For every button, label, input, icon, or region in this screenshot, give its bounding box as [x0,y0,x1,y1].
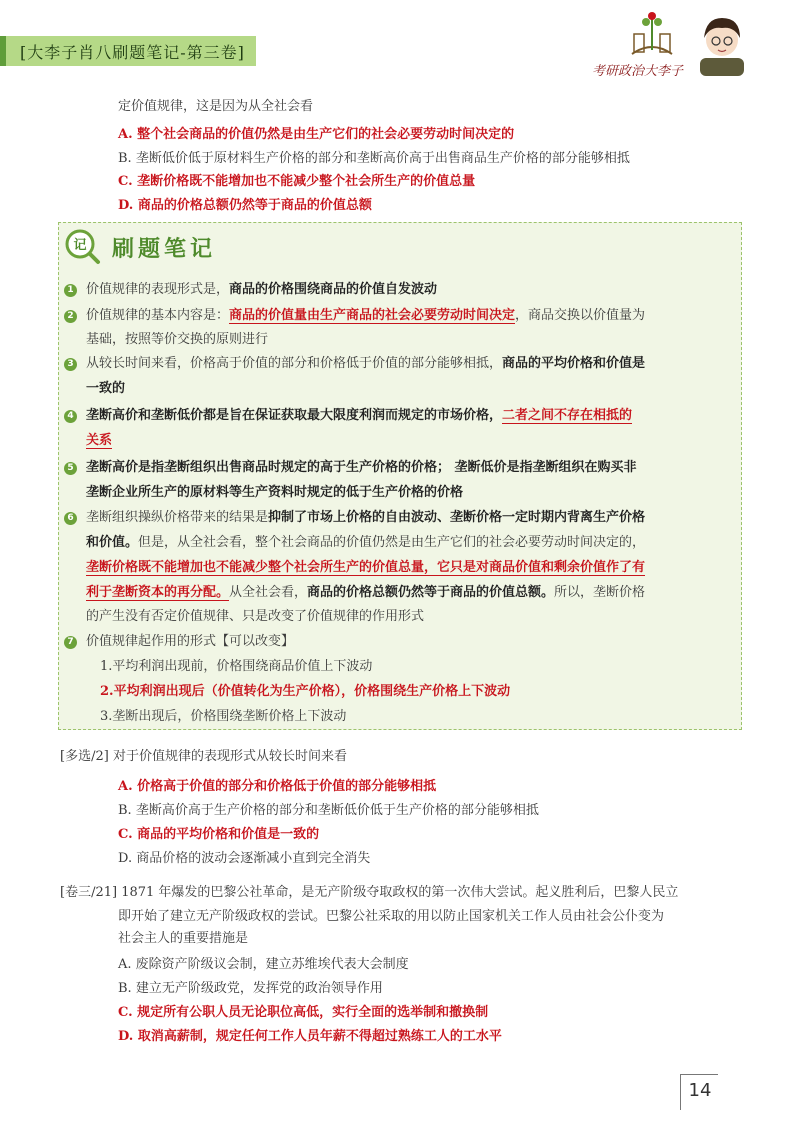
note-4-cont: 关系 [86,433,113,448]
note-7: 价值规律起作用的形式【可以改变】 [86,634,295,649]
q21-option-d: D. 取消高薪制，规定任何工作人员年薪不得超过熟练工人的工水平 [118,1029,502,1044]
q21-option-c: C. 规定所有公职人员无论职位高低，实行全面的选举制和撤换制 [118,1005,489,1020]
note-7-s1: 1.平均利润出现前，价格围绕商品价值上下波动 [100,659,373,674]
note-1-badge: 1 [64,284,77,297]
page-number: 14 [688,1080,712,1101]
note-6-l5: 的产生没有否定价值规律、只是改变了价值规律的作用形式 [86,609,425,624]
q21-line3: 社会主人的重要措施是 [118,931,249,946]
q-multi-option-b: B. 垄断高价高于生产价格的部分和垄断低价低于生产价格的部分能够相抵 [118,803,539,818]
note-icon-char: 记 [73,238,87,253]
q-multi-option-c: C. 商品的平均价格和价值是一致的 [118,827,320,842]
q-prev-stem: 定价值规律，这是因为从全社会看 [118,99,314,114]
note-3-cont: 一致的 [86,381,126,396]
q21-option-b: B. 建立无产阶级政党，发挥党的政治领导作用 [118,981,383,996]
note-6-l3: 垄断价格既不能增加也不能减少整个社会所生产的价值总量，它只是对商品价值和剩余价值作了有 [86,560,646,575]
avatar [692,10,752,76]
q-multi-tag: [多选/2] [60,749,109,764]
q-multi-header [60,748,347,766]
note-5-badge: 5 [64,462,77,475]
note-7-s3: 3.垄断出现后，价格围绕垄断价格上下波动 [100,709,347,724]
note-3-badge: 3 [64,358,77,371]
note-6-badge: 6 [64,512,77,525]
note-7-s2: 2.平均利润出现后（价值转化为生产价格），价格围绕生产价格上下波动 [100,684,511,699]
q21-tag: [卷三/21] [60,885,118,900]
note-4-badge: 4 [64,410,77,423]
q-multi-option-d: D. 商品价格的波动会逐渐减小直到完全消失 [118,851,371,866]
q-prev-option-b: B. 垄断低价低于原材料生产价格的部分和垄断高价高于出售商品生产价格的部分能够相抵 [118,151,630,166]
q-prev-option-a: A. 整个社会商品的价值仍然是由生产它们的社会必要劳动时间决定的 [118,127,515,142]
note-4: 垄断高价和垄断低价都是旨在保证获取最大限度利润而规定的市场价格，二者之间不存在相抵的 [86,408,633,423]
note-1: 价值规律的表现形式是，商品的价格围绕商品的价值自发波动 [86,282,438,297]
note-2-cont: 基础，按照等价交换的原则进行 [86,332,269,347]
note-5-cont: 垄断企业所生产的原材料等生产资料时规定的低于生产价格的价格 [86,485,464,500]
note-3: 从较长时间来看，价格高于价值的部分和价格低于价值的部分能够相抵，商品的平均价格和价值是 [86,356,646,371]
note-6-l4: 利于垄断资本的再分配。从全社会看，商品的价格总额仍然等于商品的价值总额。所以，垄断价格 [86,585,646,600]
magnifier-icon [62,226,102,266]
note-2-badge: 2 [64,310,77,323]
q-multi-option-a: A. 价格高于价值的部分和价格低于价值的部分能够相抵 [118,779,437,794]
note-6-l1: 垄断组织操纵价格带来的结果是抑制了市场上价格的自由波动、垄断价格一定时期内背离生产价格 [86,510,646,525]
note-7-badge: 7 [64,636,77,649]
q-prev-option-c: C. 垄断价格既不能增加也不能减少整个社会所生产的价值总量 [118,174,476,189]
note-6-l2: 和价值。但是，从全社会看，整个社会商品的价值仍然是由生产它们的社会必要劳动时间决定的， [86,535,646,550]
q-multi-stem: 对于价值规律的表现形式从较长时间来看 [112,749,347,764]
notes-title: 刷题笔记 [112,236,217,262]
brand-logo-icon [612,10,692,60]
q-prev-option-d: D. 商品的价格总额仍然等于商品的价值总额 [118,198,372,213]
header-title: [大李子肖八刷题笔记-第三卷] [20,43,245,62]
brand-text: 考研政治大李子 [592,64,684,79]
note-5: 垄断高价是指垄断组织出售商品时规定的高于生产价格的价格； 垄断低价是指垄断组织在购买非 [86,460,637,475]
q21-line2: 即开始了建立无产阶级政权的尝试。巴黎公社采取的用以防止国家机关工作人员由社会公仆变为 [118,909,665,924]
q21-option-a: A. 废除资产阶级议会制，建立苏维埃代表大会制度 [118,957,409,972]
note-2: 价值规律的基本内容是：商品的价值量由生产商品的社会必要劳动时间决定，商品交换以价值量为 [86,308,646,323]
q21-line1: [卷三/21] 1871 年爆发的巴黎公社革命，是无产阶级夺取政权的第一次伟大尝试。起义胜利后，巴黎人民立 [60,885,679,900]
